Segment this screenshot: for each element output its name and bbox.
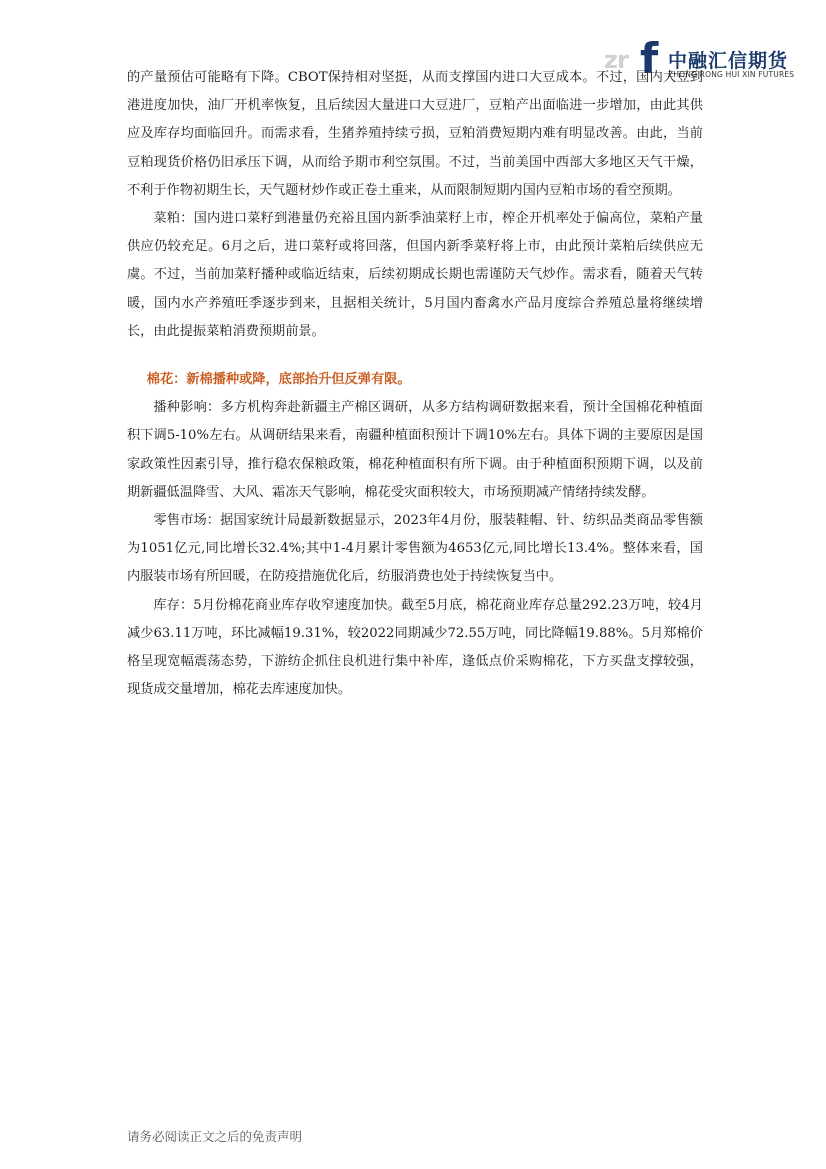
paragraph-planting: 播种影响：多方机构奔赴新疆主产棉区调研，从多方结构调研数据来看，预计全国棉花种植面积下调5-10%左右。从调研结果来看，南疆种植面积预计下调10%左右。具体下调的主要原因是国家政策性因素引导，推行稳农保粮政策，棉花种植面积有所下调。由于种植面积预期下调，以及前期新疆低温降雪、大风、霜冻天气影响，棉花受灾面积较大，市场预期减产情绪持续发酵。 <box>127 400 703 500</box>
disclaimer-footer: 请务必阅读正文之后的免责声明 <box>127 1129 303 1144</box>
paragraph-inventory: 库存：5月份棉花商业库存收窄速度加快。截至5月底，棉花商业库存总量292.23万吨，较4月减少63.11万吨，环比减幅19.31%，较2022同期减少72.55万吨，同比降幅19.88%。5月郑棉价格呈现宽幅震荡态势，下游纺企抓住良机进行集中补库，逢低点价采购棉花，下方买盘支撑较强，现货成交量增加，棉花去库速度加快。 <box>127 597 703 698</box>
section-heading-cotton: 棉花：新棉播种或降，底部抬升但反弹有限。 <box>146 372 411 388</box>
logo-english-name: ZHONG RONG HUI XIN FUTURES <box>668 70 795 79</box>
paragraph-soymeal: 的产量预估可能略有下降。CBOT保持相对坚挺，从而支撑国内进口大豆成本。不过，国内大豆到港进度加快，油厂开机率恢复，且后续因大量进口大豆进厂，豆粕产出面临进一步增加，由此其供应及库存均面临回升。而需求看，生猪养殖持续亏损，豆粕消费短期内难有明显改善。由此，当前豆粕现货价格仍旧承压下调，从而给予期市利空氛围。不过，当前美国中西部大多地区天气干燥，不利于作物初期生长，天气题材炒作或正卷土重来，从而限制短期内国内豆粕市场的看空预期。 <box>127 70 703 198</box>
paragraph-rapeseed-meal: 菜粕：国内进口菜籽到港量仍充裕且国内新季油菜籽上市，榨企开机率处于偏高位，菜粕产量供应仍较充足。6月之后，进口菜籽或将回落，但国内新季菜籽将上市，由此预计菜粕后续供应无虞。不过，当前加菜籽播种或临近结束，后续初期成长期也需谨防天气炒作。需求看，随着天气转暖，国内水产养殖旺季逐步到来，且据相关统计，5月国内畜禽水产品月度综合养殖总量将继续增长，由此提振菜粕消费预期前景。 <box>127 211 703 339</box>
paragraph-retail: 零售市场：据国家统计局最新数据显示，2023年4月份，服装鞋帽、针、纺织品类商品零售额为1051亿元,同比增长32.4%;其中1-4月累计零售额为4653亿元,同比增长13.4%。整体来看，国内服装市场有所回暖，在防疫措施优化后，纺服消费也处于持续恢复当中。 <box>127 513 703 585</box>
logo-mark: f <box>640 34 659 83</box>
document-body <box>127 64 703 704</box>
logo-letters: zr <box>604 46 628 74</box>
logo-chinese-name: 中融汇信期货 <box>668 50 789 72</box>
